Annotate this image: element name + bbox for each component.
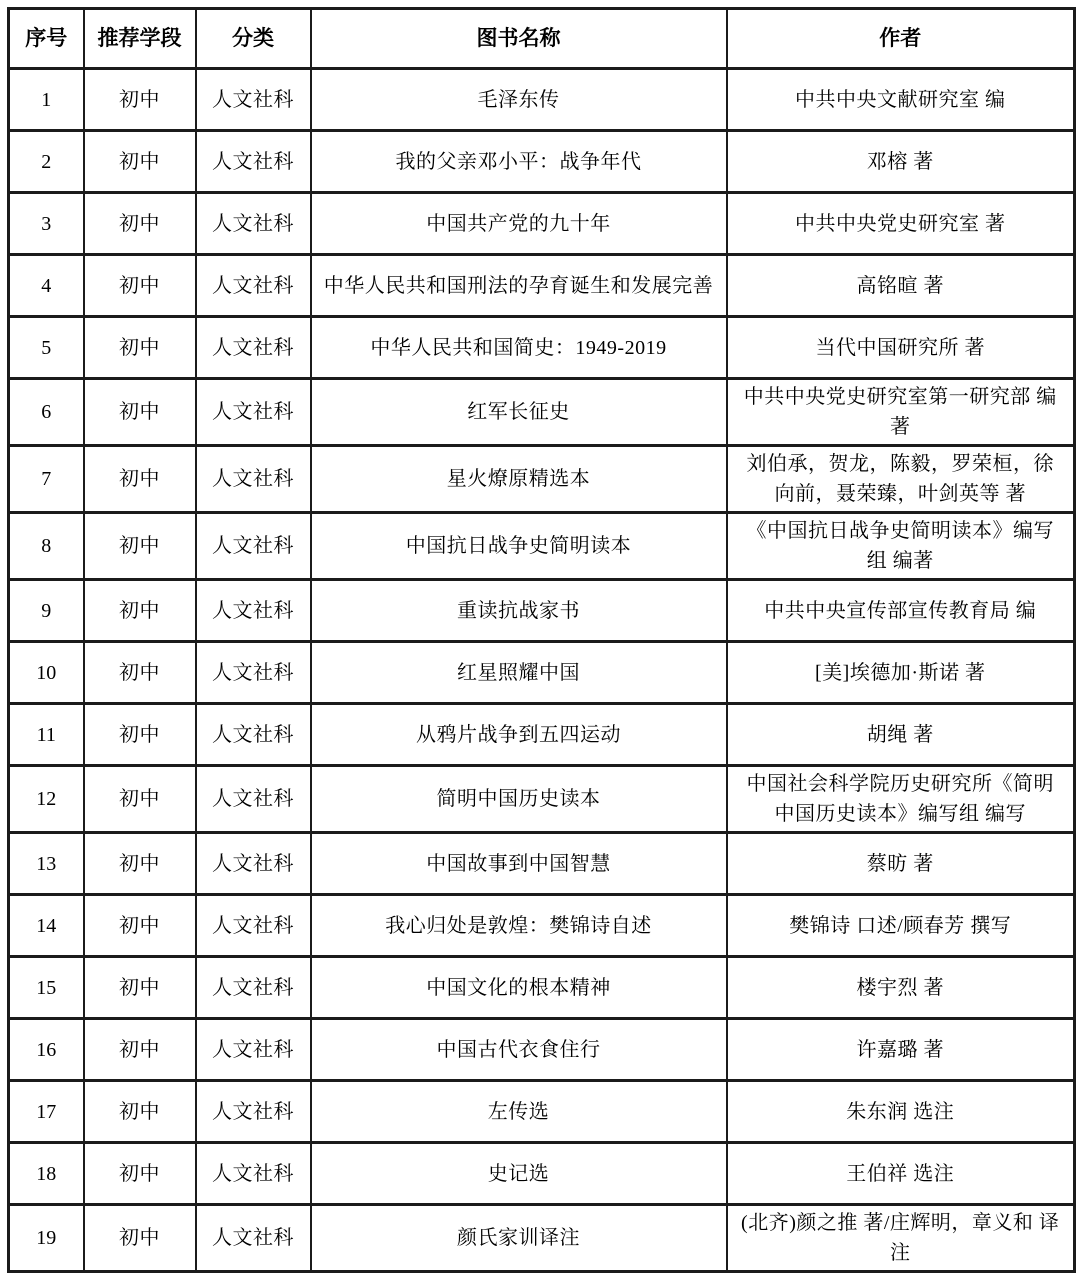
cell-recommended-stage: 初中 (84, 833, 196, 895)
table-row (9, 1019, 1075, 1081)
cell-book-title: 中国古代衣食住行 (311, 1019, 727, 1081)
cell-category: 人文社科 (196, 580, 311, 642)
cell-serial-number: 14 (9, 895, 84, 957)
cell-serial-number: 5 (9, 317, 84, 379)
cell-category: 人文社科 (196, 704, 311, 766)
cell-category: 人文社科 (196, 513, 311, 580)
cell-author: 当代中国研究所 著 (727, 317, 1075, 379)
cell-book-title: 星火燎原精选本 (311, 446, 727, 513)
cell-book-title: 从鸦片战争到五四运动 (311, 704, 727, 766)
cell-serial-number: 4 (9, 255, 84, 317)
cell-serial-number: 19 (9, 1205, 84, 1272)
cell-serial-number: 6 (9, 379, 84, 446)
cell-serial-number: 10 (9, 642, 84, 704)
cell-serial-number: 11 (9, 704, 84, 766)
cell-recommended-stage: 初中 (84, 1143, 196, 1205)
header-serial-number: 序号 (9, 9, 84, 69)
cell-serial-number: 16 (9, 1019, 84, 1081)
table-row (9, 131, 1075, 193)
table-row (9, 1081, 1075, 1143)
cell-book-title: 左传选 (311, 1081, 727, 1143)
cell-recommended-stage: 初中 (84, 580, 196, 642)
cell-recommended-stage: 初中 (84, 1019, 196, 1081)
cell-author: 邓榕 著 (727, 131, 1075, 193)
cell-book-title: 中国故事到中国智慧 (311, 833, 727, 895)
table-row (9, 833, 1075, 895)
cell-recommended-stage: 初中 (84, 131, 196, 193)
table-row (9, 193, 1075, 255)
header-author: 作者 (727, 9, 1075, 69)
cell-author: 中共中央文献研究室 编 (727, 69, 1075, 131)
cell-recommended-stage: 初中 (84, 1205, 196, 1272)
table-row (9, 255, 1075, 317)
cell-category: 人文社科 (196, 317, 311, 379)
cell-book-title: 毛泽东传 (311, 69, 727, 131)
cell-recommended-stage: 初中 (84, 895, 196, 957)
cell-serial-number: 12 (9, 766, 84, 833)
cell-serial-number: 2 (9, 131, 84, 193)
cell-recommended-stage: 初中 (84, 255, 196, 317)
cell-category: 人文社科 (196, 895, 311, 957)
cell-book-title: 红军长征史 (311, 379, 727, 446)
cell-category: 人文社科 (196, 379, 311, 446)
header-category: 分类 (196, 9, 311, 69)
cell-category: 人文社科 (196, 1143, 311, 1205)
cell-recommended-stage: 初中 (84, 69, 196, 131)
cell-book-title: 中国共产党的九十年 (311, 193, 727, 255)
cell-recommended-stage: 初中 (84, 766, 196, 833)
cell-category: 人文社科 (196, 255, 311, 317)
cell-author: 《中国抗日战争史简明读本》编写组 编著 (727, 513, 1075, 580)
cell-recommended-stage: 初中 (84, 957, 196, 1019)
cell-serial-number: 9 (9, 580, 84, 642)
cell-author: 楼宇烈 著 (727, 957, 1075, 1019)
cell-category: 人文社科 (196, 1081, 311, 1143)
cell-author: 朱东润 选注 (727, 1081, 1075, 1143)
cell-book-title: 中华人民共和国刑法的孕育诞生和发展完善 (311, 255, 727, 317)
cell-serial-number: 1 (9, 69, 84, 131)
cell-serial-number: 8 (9, 513, 84, 580)
cell-book-title: 中国文化的根本精神 (311, 957, 727, 1019)
table-row (9, 704, 1075, 766)
cell-author: 中国社会科学院历史研究所《简明中国历史读本》编写组 编写 (727, 766, 1075, 833)
cell-author: 许嘉璐 著 (727, 1019, 1075, 1081)
cell-author: [美]埃德加·斯诺 著 (727, 642, 1075, 704)
cell-serial-number: 15 (9, 957, 84, 1019)
cell-serial-number: 13 (9, 833, 84, 895)
table-row (9, 580, 1075, 642)
cell-author: 高铭暄 著 (727, 255, 1075, 317)
header-book-title: 图书名称 (311, 9, 727, 69)
cell-author: 中共中央宣传部宣传教育局 编 (727, 580, 1075, 642)
table-row (9, 69, 1075, 131)
cell-category: 人文社科 (196, 1019, 311, 1081)
cell-category: 人文社科 (196, 131, 311, 193)
cell-serial-number: 3 (9, 193, 84, 255)
cell-book-title: 颜氏家训译注 (311, 1205, 727, 1272)
table-header-row (9, 9, 1075, 69)
table-row (9, 1143, 1075, 1205)
cell-recommended-stage: 初中 (84, 513, 196, 580)
table-row (9, 766, 1075, 833)
cell-book-title: 史记选 (311, 1143, 727, 1205)
cell-category: 人文社科 (196, 833, 311, 895)
cell-recommended-stage: 初中 (84, 379, 196, 446)
cell-category: 人文社科 (196, 1205, 311, 1272)
cell-book-title: 我的父亲邓小平：战争年代 (311, 131, 727, 193)
cell-author: 蔡昉 著 (727, 833, 1075, 895)
table-row (9, 642, 1075, 704)
cell-recommended-stage: 初中 (84, 1081, 196, 1143)
table-header (9, 9, 1075, 69)
cell-book-title: 重读抗战家书 (311, 580, 727, 642)
cell-category: 人文社科 (196, 193, 311, 255)
cell-author: 樊锦诗 口述/顾春芳 撰写 (727, 895, 1075, 957)
cell-author: 中共中央党史研究室 著 (727, 193, 1075, 255)
cell-category: 人文社科 (196, 446, 311, 513)
cell-recommended-stage: 初中 (84, 317, 196, 379)
cell-author: 王伯祥 选注 (727, 1143, 1075, 1205)
header-recommended-stage: 推荐学段 (84, 9, 196, 69)
cell-category: 人文社科 (196, 642, 311, 704)
table-row (9, 1205, 1075, 1272)
cell-recommended-stage: 初中 (84, 193, 196, 255)
cell-serial-number: 18 (9, 1143, 84, 1205)
cell-book-title: 简明中国历史读本 (311, 766, 727, 833)
cell-author: 刘伯承，贺龙，陈毅，罗荣桓，徐向前，聂荣臻，叶剑英等 著 (727, 446, 1075, 513)
cell-recommended-stage: 初中 (84, 642, 196, 704)
cell-author: 中共中央党史研究室第一研究部 编著 (727, 379, 1075, 446)
table-row (9, 317, 1075, 379)
table-row (9, 957, 1075, 1019)
cell-recommended-stage: 初中 (84, 446, 196, 513)
book-table (7, 7, 1076, 1273)
cell-book-title: 红星照耀中国 (311, 642, 727, 704)
cell-book-title: 中国抗日战争史简明读本 (311, 513, 727, 580)
cell-book-title: 我心归处是敦煌：樊锦诗自述 (311, 895, 727, 957)
cell-category: 人文社科 (196, 766, 311, 833)
cell-category: 人文社科 (196, 69, 311, 131)
table-row (9, 895, 1075, 957)
cell-serial-number: 17 (9, 1081, 84, 1143)
table-body (9, 69, 1075, 1272)
table-row (9, 446, 1075, 513)
cell-book-title: 中华人民共和国简史：1949-2019 (311, 317, 727, 379)
cell-author: 胡绳 著 (727, 704, 1075, 766)
cell-category: 人文社科 (196, 957, 311, 1019)
table-row (9, 513, 1075, 580)
table-row (9, 379, 1075, 446)
cell-author: (北齐)颜之推 著/庄辉明，章义和 译注 (727, 1205, 1075, 1272)
cell-recommended-stage: 初中 (84, 704, 196, 766)
cell-serial-number: 7 (9, 446, 84, 513)
